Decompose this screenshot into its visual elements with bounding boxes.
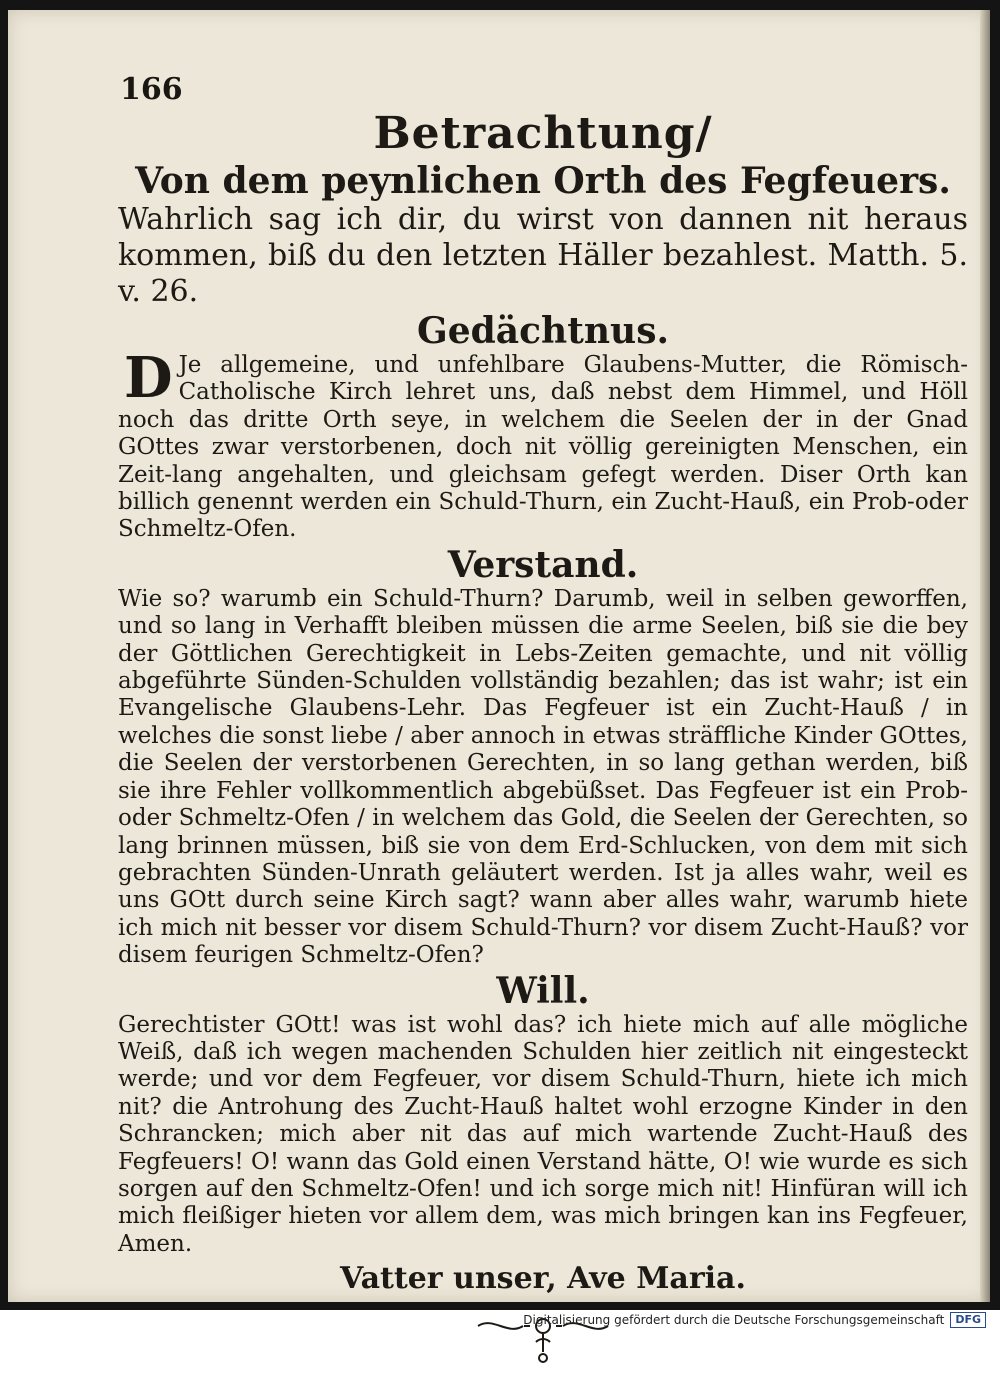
section-body: Je allgemeine, und unfehlbare Glaubens-Mutter, die Römisch-Catholische Kirch lehret uns, daß nebst dem Himmel, und Höll noch das dritte Orth seye, in welchem die Seelen der in der Gnad GOttes zwar verstorbenen, doch nit völlig gereinigten Menschen, ein Zeit-lang angehalten, und gleichsam gefegt werden. Diser Orth kan billich genennt werden ein Schuld-Thurn, ein Zucht-Hauß, ein Prob-oder Schmeltz-Ofen. <box>118 352 968 543</box>
page-edge <box>980 10 990 1302</box>
page-number: 166 <box>120 72 183 107</box>
section-heading-verstand: Verstand. <box>447 543 639 586</box>
quote-reference: Matth. 5. v. 26. <box>118 238 968 309</box>
scripture-quote <box>118 202 968 310</box>
section-text-will: Gerechtister GOtt! was ist wohl das? ich hiete mich auf alle mögliche Weiß, daß ich wegen machenden Schulden hier zeitlich nit eingesteckt werde; und vor dem Fegfeuer, vor disem Schuld-Thurn, hiete ich mich nit? die Antrohung des Zucht-Hauß haltet wohl erzogne Kinder in den Schrancken; mich aber nit das auf mich wartende Zucht-Hauß des Fegfeuers! O! wann das Gold einen Verstand hätte, O! wie wurde es sich sorgen auf den Schmeltz-Ofen! und ich sorge mich nit! Hinfüran will ich mich fleißiger hieten vor allem dem, was mich bringen kan ins Fegfeuer, Amen. <box>118 1011 968 1257</box>
book-page <box>8 10 990 1302</box>
page-subtitle: Von dem peynlichen Orth des Fegfeuers. <box>135 160 951 202</box>
section-heading-will: Will. <box>496 969 590 1012</box>
footer-credit <box>523 1312 986 1328</box>
drop-cap: D <box>124 345 173 411</box>
dfg-logo: DFG <box>950 1312 986 1328</box>
section-text-verstand: Wie so? warumb ein Schuld-Thurn? Darumb, weil in selben geworffen, und so lang in Verhafft bleiben müssen die arme Seelen, biß sie die bey der Göttlichen Gerechtigkeit in Lebs-Zeiten gemachte, und nit völlig abgeführte Sünden-Schulden vollständig bezahlen; das ist wahr; ist ein Evangelische Glaubens-Lehr. Das Fegfeuer ist ein Zucht-Hauß / in welches die sonst liebe / aber annoch in etwas sträffliche Kinder GOttes, die Seelen der verstorbenen Gerechten, in so lang gethan werden, biß sie ihre Fehler vollkommentlich abgebüßset. Das Fegfeuer ist ein Prob-oder Schmeltz-Ofen / in welchem das Gold, die Seelen der Gerechten, so lang brinnen müssen, biß sie von dem Erd-Schlucken, von dem mit sich gebrachten Sünden-Unrath geläutert werden. Ist ja alles wahr, weil es uns GOtt durch seine Kirch sagt? wann aber alles wahr, warumb hiete ich mich nit besser vor disem Schuld-Thurn? vor disem Zucht-Hauß? vor disem feurigen Schmeltz-Ofen? <box>118 585 968 969</box>
page-content <box>118 108 968 1376</box>
section-text-gedaechtnus <box>118 345 968 544</box>
page-title: Betrachtung/ <box>373 108 713 159</box>
footer-text: Digitalisierung gefördert durch die Deutsche Forschungsgemeinschaft <box>523 1313 945 1327</box>
quote-text: Wahrlich sag ich dir, du wirst von dannen nit heraus kommen, biß du den letzten Häller bezahlest. <box>118 202 968 273</box>
section-heading-gedaechtnus: Gedächtnus. <box>416 310 670 352</box>
closing-prayer: Vatter unser, Ave Maria. <box>340 1261 746 1297</box>
